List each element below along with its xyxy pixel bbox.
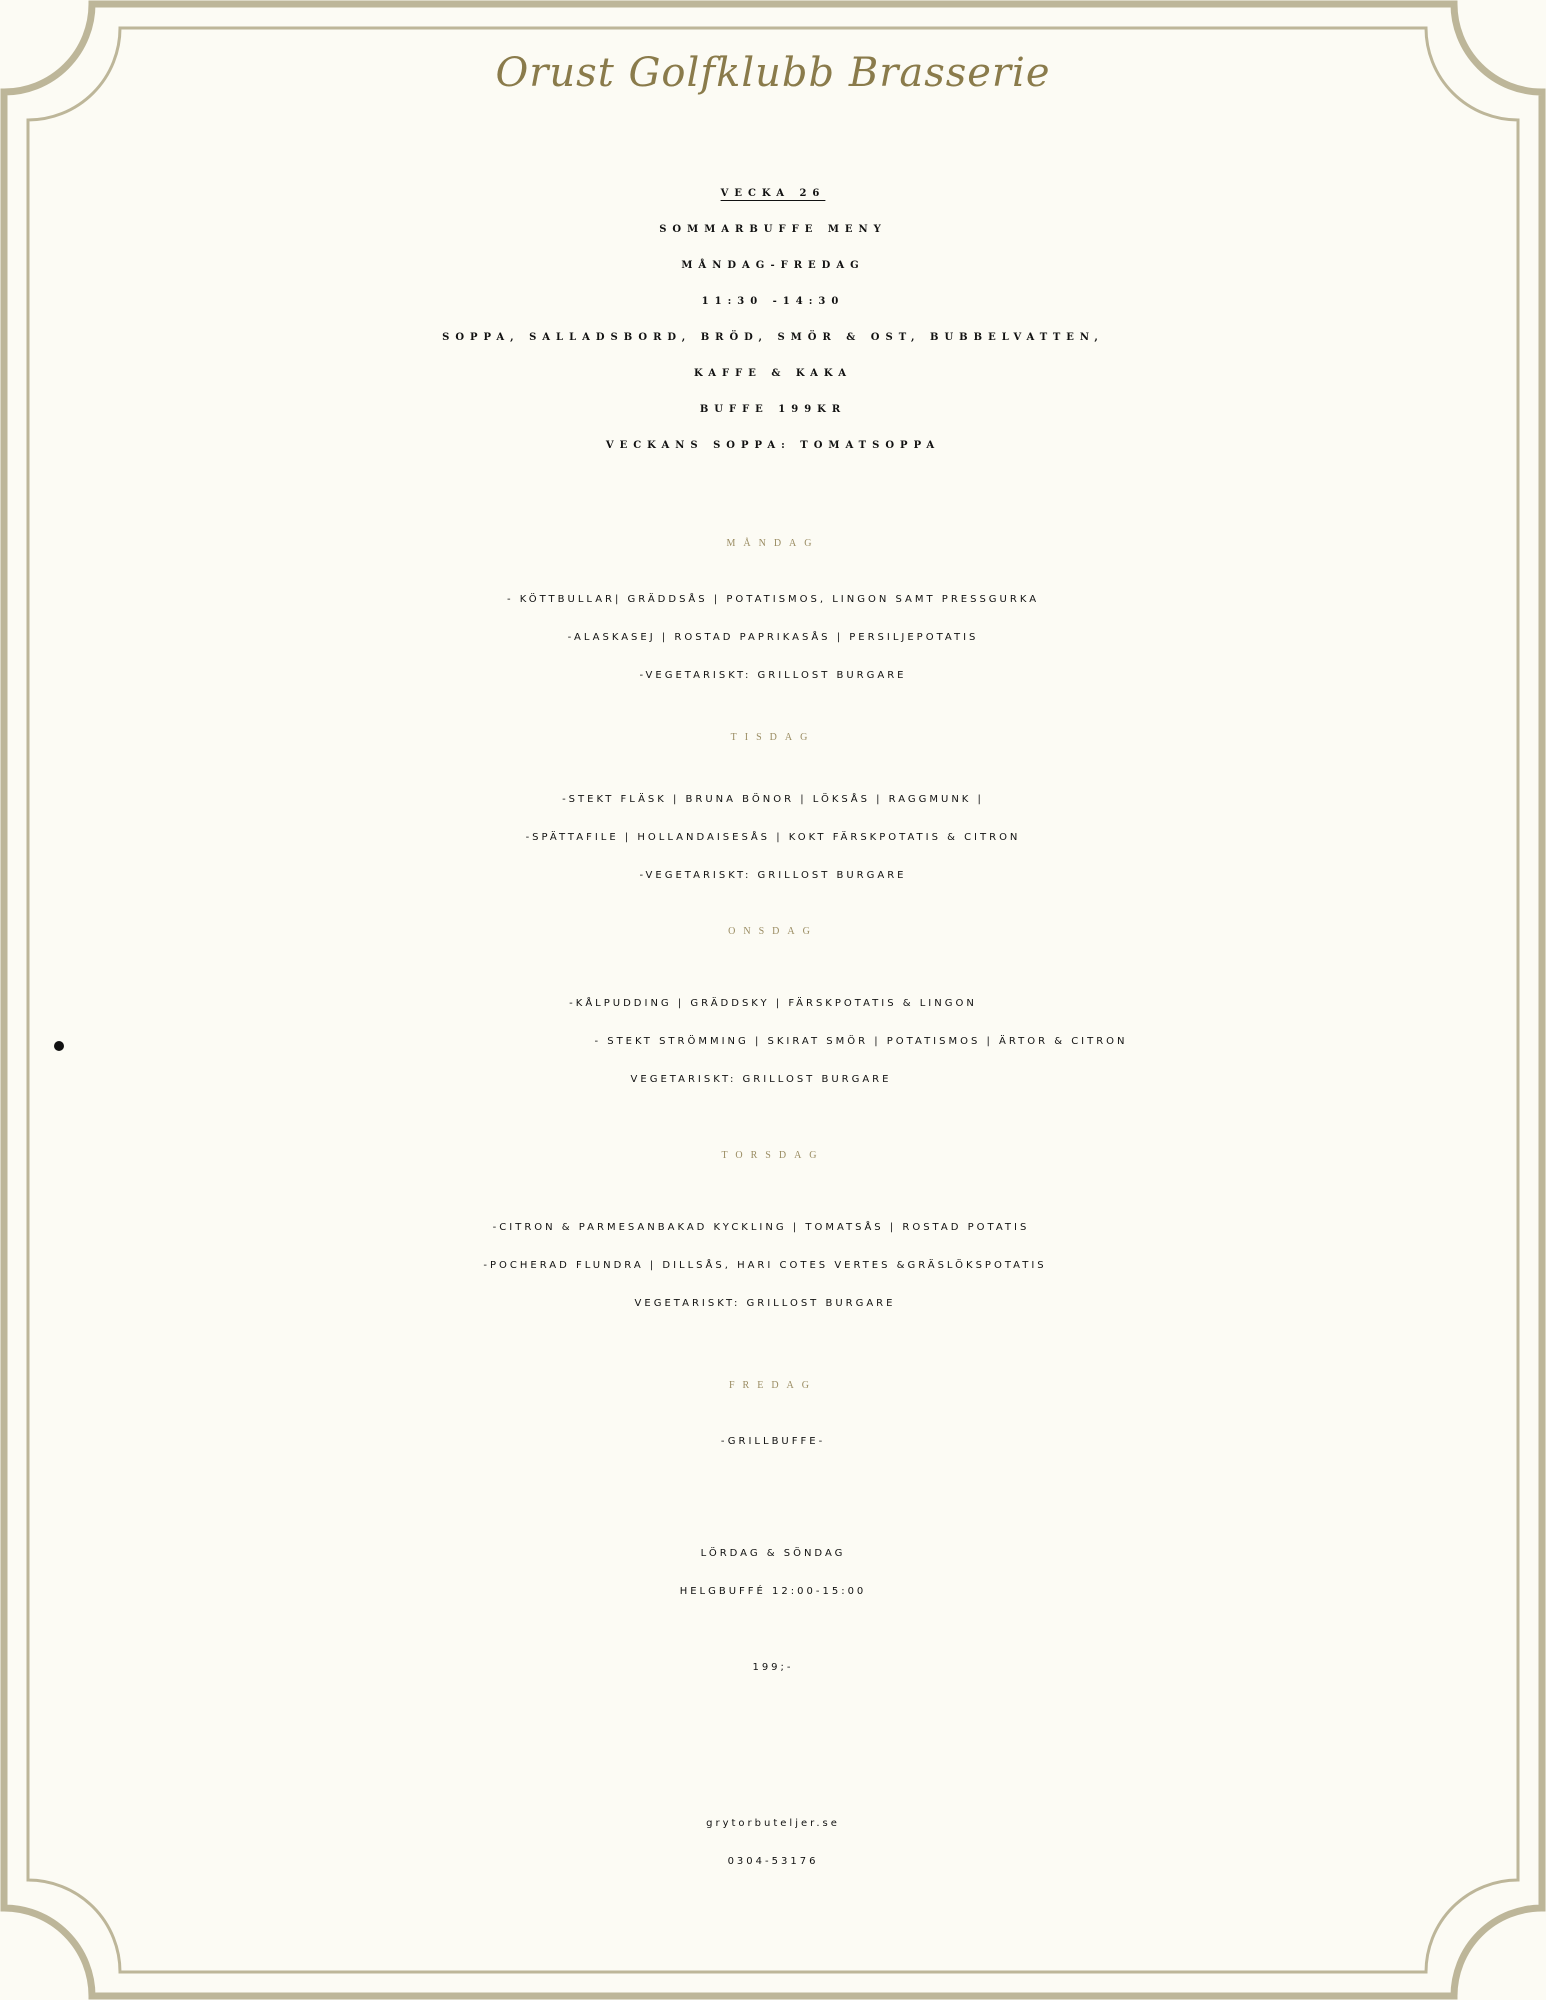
header-line-soup: VECKANS SOPPA: TOMATSOPPA bbox=[605, 440, 941, 451]
weekend-buffet-hours: HELGBUFFÉ 12:00-15:00 bbox=[679, 1586, 867, 1597]
header-line-days: MÅNDAG-FREDAG bbox=[681, 260, 865, 271]
day-heading-friday: FREDAG bbox=[728, 1380, 817, 1391]
phone-number: 0304-53176 bbox=[727, 1856, 819, 1867]
header-line-includes-cont: KAFFE & KAKA bbox=[694, 368, 852, 379]
weekend-days: LÖRDAG & SÖNDAG bbox=[700, 1548, 846, 1559]
day-heading-monday: MÅNDAG bbox=[726, 538, 820, 549]
menu-item: -STEKT FLÄSK | BRUNA BÖNOR | LÖKSÅS | RAGGMUNK | bbox=[562, 794, 984, 805]
menu-item: -VEGETARISKT: GRILLOST BURGARE bbox=[639, 670, 907, 681]
menu-item: -ALASKASEJ | ROSTAD PAPRIKASÅS | PERSILJEPOTATIS bbox=[567, 632, 979, 643]
day-heading-tuesday: TISDAG bbox=[730, 732, 816, 743]
header-line-includes: SOPPA, SALLADSBORD, BRÖD, SMÖR & OST, BUBBELVATTEN, bbox=[442, 332, 1104, 343]
header-line-price: BUFFE 199KR bbox=[699, 404, 847, 415]
menu-item: -VEGETARISKT: GRILLOST BURGARE bbox=[639, 870, 907, 881]
menu-item: -SPÄTTAFILE | HOLLANDAISESÅS | KOKT FÄRSKPOTATIS & CITRON bbox=[525, 832, 1021, 843]
weekend-price: 199;- bbox=[752, 1662, 794, 1673]
bullet-point bbox=[54, 1041, 64, 1051]
menu-item: -POCHERAD FLUNDRA | DILLSÅS, HARI COTES VERTES &GRÄSLÖKSPOTATIS bbox=[483, 1260, 1047, 1271]
menu-item: VEGETARISKT: GRILLOST BURGARE bbox=[634, 1298, 896, 1309]
header-line-hours: 11:30 -14:30 bbox=[701, 296, 845, 307]
website-link[interactable]: grytorbuteljer.se bbox=[706, 1818, 840, 1829]
restaurant-title: Orust Golfklubb Brasserie bbox=[495, 50, 1051, 96]
header-line-menu: SOMMARBUFFE MENY bbox=[659, 224, 887, 235]
day-heading-wednesday: ONSDAG bbox=[728, 926, 818, 937]
menu-item: VEGETARISKT: GRILLOST BURGARE bbox=[630, 1074, 892, 1085]
menu-item: - STEKT STRÖMMING | SKIRAT SMÖR | POTATISMOS | ÄRTOR & CITRON bbox=[594, 1036, 1128, 1047]
day-heading-thursday: TORSDAG bbox=[721, 1150, 825, 1161]
menu-item: -CITRON & PARMESANBAKAD KYCKLING | TOMATSÅS | ROSTAD POTATIS bbox=[492, 1222, 1030, 1233]
week-label: VECKA 26 bbox=[720, 188, 826, 199]
menu-item: -GRILLBUFFE- bbox=[720, 1436, 826, 1447]
menu-item: - KÖTTBULLAR| GRÄDDSÅS | POTATISMOS, LINGON SAMT PRESSGURKA bbox=[506, 594, 1040, 605]
menu-item: -KÅLPUDDING | GRÄDDSKY | FÄRSKPOTATIS & LINGON bbox=[569, 998, 977, 1009]
